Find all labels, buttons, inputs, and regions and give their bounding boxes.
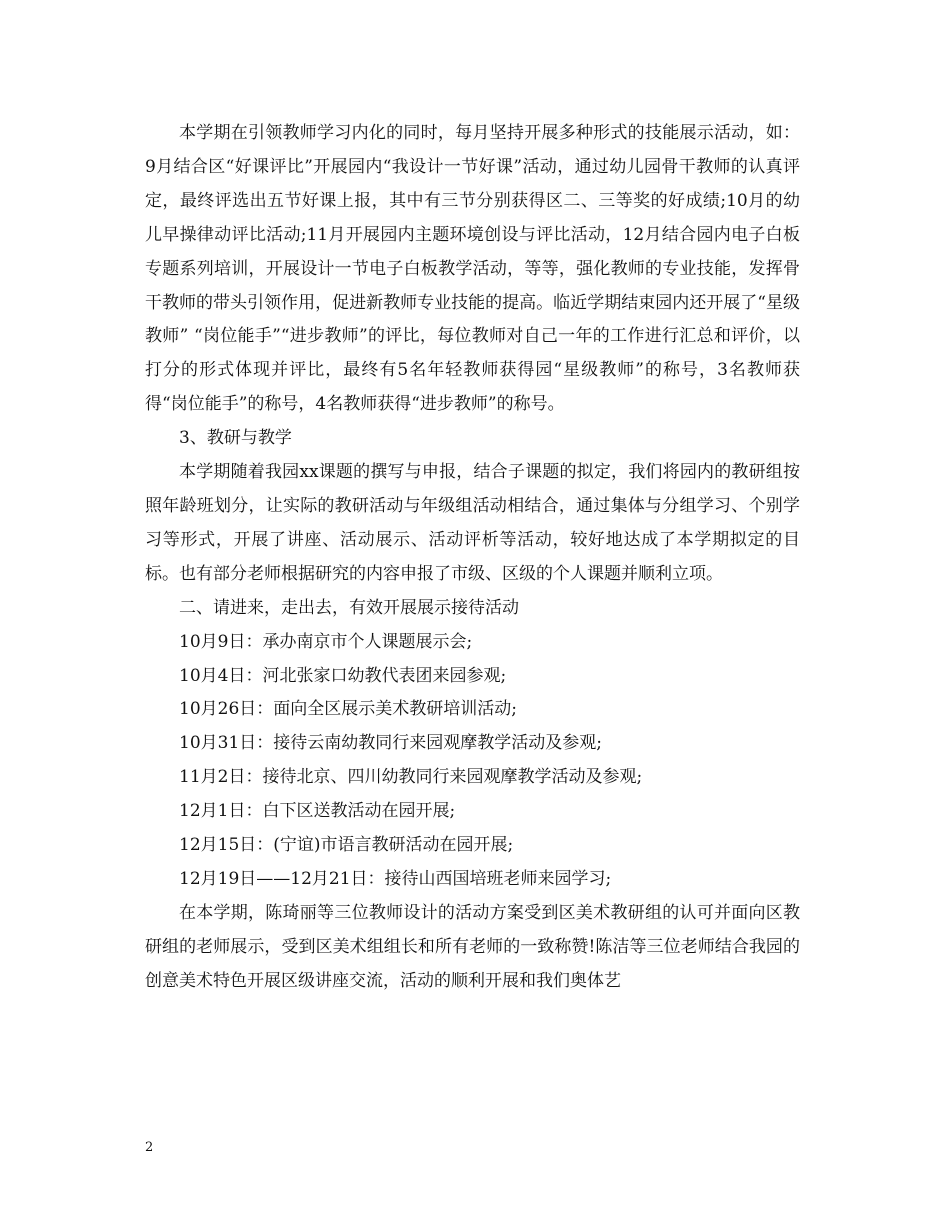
event-item: 11月2日：接待北京、四川幼教同行来园观摩教学活动及参观; <box>179 767 643 788</box>
event-item: 10月26日：面向全区展示美术教研培训活动; <box>179 699 517 720</box>
event-item: 12月1日：白下区送教活动在园开展; <box>179 801 456 822</box>
event-item: 10月31日：接待云南幼教同行来园观摩教学活动及参观; <box>179 733 602 754</box>
event-item: 10月4日：河北张家口幼教代表团来园参观; <box>179 665 507 686</box>
paragraph-teacher-achievements: 在本学期，陈琦丽等三位教师设计的活动方案受到区美术教研组的认可并面向区教研组的老师展示，受到区美术组组长和所有老师的一致称赞!陈洁等三位老师结合我园的创意美术特色开展区级讲座交流，活动的顺利开展和我们奥体艺 <box>145 902 800 991</box>
paragraph-research-groups: 本学期随着我园xx课题的撰写与申报，结合子课题的拟定，我们将园内的教研组按照年龄班划分，让实际的教研活动与年级组活动相结合，通过集体与分组学习、个别学习等形式，开展了讲座、活动展示、活动评析等活动，较好地达成了本学期拟定的目标。也有部分老师根据研究的内容申报了市级、区级的个人课题并顺利立项。 <box>145 462 800 584</box>
paragraph-skill-activities: 本学期在引领教师学习内化的同时，每月坚持开展多种形式的技能展示活动，如：9月结合区“好课评比”开展园内“我设计一节好课”活动，通过幼儿园骨干教师的认真评定，最终评选出五节好课上报，其中有三节分别获得区二、三等奖的好成绩;10月的幼儿早操律动评比活动;11月开展园内主题环境创设与评比活动，12月结合园内电子白板专题系列培训，开展设计一节电子白板教学活动，等等，强化教师的专业技能，发挥骨干教师的带头引领作用，促进新教师专业技能的提高。临近学期结束园内还开展了“星级教师” “岗位能手”“进步教师”的评比，每位教师对自己一年的工作进行汇总和评价，以打分的形式体现并评比，最终有5名年轻教师获得园“星级教师”的称号，3名教师获得“岗位能手”的称号，4名教师获得“进步教师”的称号。 <box>145 123 800 415</box>
section-heading-research-teaching: 3、教研与教学 <box>179 428 292 449</box>
document-body <box>145 117 800 999</box>
page-number: 2 <box>145 1140 154 1155</box>
event-item: 10月9日：承办南京市个人课题展示会; <box>179 631 473 652</box>
section-heading-exhibition-reception: 二、请进来，走出去，有效开展展示接待活动 <box>179 597 519 618</box>
event-item: 12月19日——12月21日：接待山西国培班老师来园学习; <box>179 868 612 889</box>
event-item: 12月15日：(宁谊)市语言教研活动在园开展; <box>179 835 514 856</box>
